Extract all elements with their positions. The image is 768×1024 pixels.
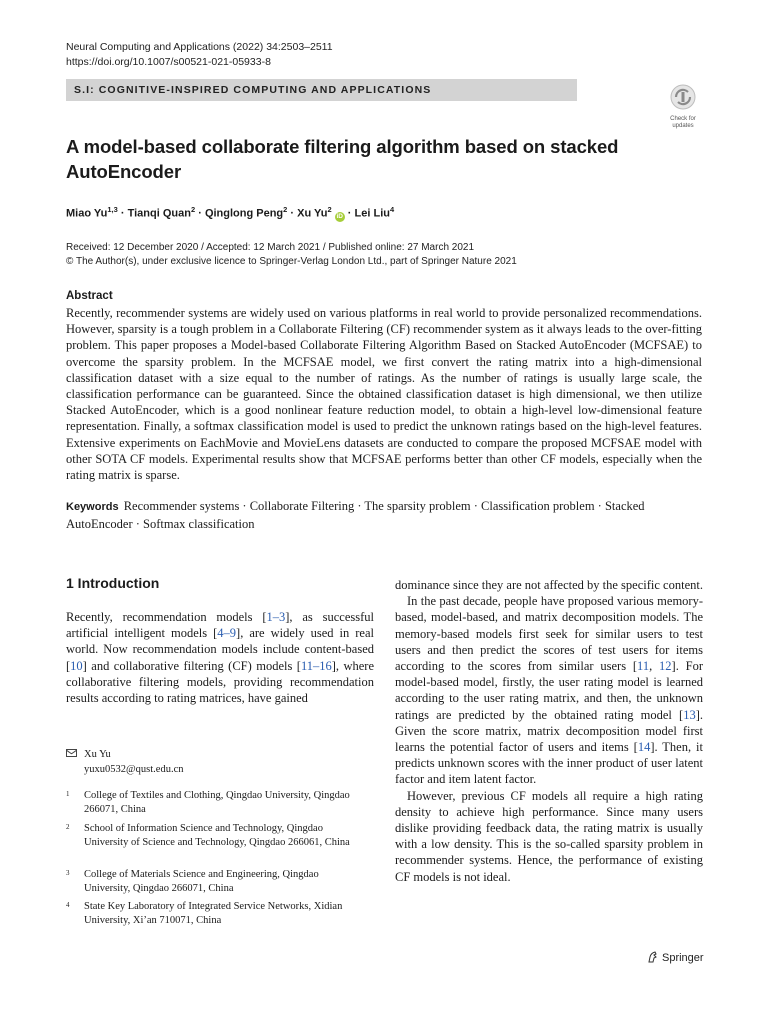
keywords-label: Keywords xyxy=(66,501,119,513)
corresponding-author: Xu Yu xyxy=(84,749,111,760)
author-name[interactable]: Miao Yu xyxy=(66,207,108,220)
affiliation-item xyxy=(66,868,356,896)
affiliation-text: College of Materials Science and Engineering, Qingdao University, Qingdao 266071, China xyxy=(84,869,319,894)
citation-link[interactable]: 1–3 xyxy=(266,610,286,624)
right-column xyxy=(395,577,703,885)
dates-line: Received: 12 December 2020 / Accepted: 12 March 2021 / Published online: 27 March 2021 xyxy=(66,242,475,253)
check-for-updates-badge[interactable] xyxy=(664,84,702,129)
affiliation-item xyxy=(66,822,356,850)
citation-link[interactable]: 14 xyxy=(637,740,651,755)
check-for-updates-icon xyxy=(670,84,696,110)
author-list xyxy=(66,201,394,223)
paragraph: dominance since they are not affected by the specific content. xyxy=(395,578,703,592)
intro-paragraph: Recently, recommendation models [1–3], as successful artificial intelligent models [4–9], are widely used in real world. Now recommendation models include content-based [10] and collaborative filtering (CF) models [11–16], where collaborative filtering models, providing recommendation results according to rating matrices, have gained xyxy=(66,610,375,706)
envelope-icon xyxy=(66,749,77,757)
keywords-list: Recommender systems · Collaborate Filtering · The sparsity problem · Classification problem · Stacked AutoEncoder · Softmax classification xyxy=(66,499,645,531)
citation-link[interactable]: 11–16 xyxy=(300,658,332,673)
publication-dates xyxy=(66,241,517,269)
affiliation-text: College of Textiles and Clothing, Qingdao University, Qingdao 266071, China xyxy=(84,790,350,815)
author-name[interactable]: Xu Yu xyxy=(297,207,328,220)
citation-link[interactable]: 12 xyxy=(659,659,672,674)
citation-link[interactable]: 13 xyxy=(683,707,696,722)
citation-link[interactable]: 10 xyxy=(70,658,83,673)
affiliation-item xyxy=(66,789,356,817)
publisher-name: Springer xyxy=(662,952,704,964)
author-separator: · xyxy=(120,207,125,220)
affiliation-number: 3 xyxy=(66,869,70,877)
keywords xyxy=(66,498,702,533)
author-affil: 2 xyxy=(327,205,332,214)
section-title: 1 Introduction xyxy=(66,575,160,591)
journal-citation: Neural Computing and Applications (2022) 34:2503–2511 xyxy=(66,41,333,53)
doi-link[interactable]: https://doi.org/10.1007/s00521-021-05933-8 xyxy=(66,56,271,68)
author-separator: · xyxy=(290,207,295,220)
citation-link[interactable]: 11 xyxy=(637,659,650,674)
paragraph: However, previous CF models all require a high rating density to achieve high performance. Since many users dislike providing feedback data, the rating matrix is usually with a low density. This is the so-called sparsity problem in recommender systems. Hence, the performance of existing CF models is not ideal. xyxy=(395,788,703,884)
affiliation-item xyxy=(66,900,356,928)
affiliation-text: State Key Laboratory of Integrated Service Networks, Xidian University, Xi’an 710071, China xyxy=(84,901,343,926)
abstract-heading: Abstract xyxy=(66,290,113,302)
correspondence xyxy=(66,747,184,777)
springer-logo xyxy=(647,951,704,964)
affiliation-number: 2 xyxy=(66,823,70,831)
author-name[interactable]: Lei Liu xyxy=(354,207,390,220)
author-name[interactable]: Tianqi Quan xyxy=(127,207,191,220)
springer-horse-icon xyxy=(647,951,659,963)
journal-header xyxy=(66,40,333,70)
affiliation-number: 1 xyxy=(66,790,70,798)
affiliation-text: School of Information Science and Technology, Qingdao University of Science and Technology, Qingdao 266061, China xyxy=(84,823,350,848)
check-badge-line2: updates xyxy=(672,123,694,129)
corresponding-email[interactable]: yuxu0532@qust.edu.cn xyxy=(84,764,184,775)
author-affil: 2 xyxy=(190,205,196,214)
orcid-icon[interactable]: iD xyxy=(336,212,343,220)
author-affil: 2 xyxy=(283,205,288,214)
author-name[interactable]: Qinglong Peng xyxy=(204,207,284,220)
paragraph: In the past decade, people have proposed various memory-based, model-based, and matrix decomposition models. The memory-based models first seek for similar users to test users and then predict the scores of test users for items according to the scores from similar users [11, 12]. For model-based model, firstly, the user rating model is learned according to the user rating matrix, and then, the unknown ratings are predicted by the obtained rating model [13]. Given the score matrix, matrix decomposition model first learns the potential factor of users and items [14]. Then, it predicts unknown scores with the inner product of user latent factor and item latent factor. xyxy=(395,594,703,787)
author-separator: · xyxy=(198,207,202,220)
citation-link[interactable]: 4–9 xyxy=(217,626,237,641)
special-issue-banner: S.I: COGNITIVE-INSPIRED COMPUTING AND APPLICATIONS xyxy=(66,79,577,101)
check-badge-line1: Check for xyxy=(670,116,696,122)
author-separator: · xyxy=(347,207,352,220)
author-affil: 4 xyxy=(389,205,395,214)
abstract-text: Recently, recommender systems are widely used on various platforms in real world to provide personalized recommendations. However, sparsity is a tough problem in a Collaborate Filtering (CF) recommender system as it always leads to the over-fitting problem. This paper proposes a Model-based Collaborate Filtering Algorithm Based on Stacked AutoEncoder (MCFSAE) to overcome the sparsity problem. In the MCFSAE model, we first convert the rating matrix into a high-dimensional classification dataset with a size equal to the number of ratings. As the number of ratings is usually large scale, the classification performance can be guaranteed. Since the obtained classification dataset is high dimensional, we then utilize Stacked AutoEncoder, which is a good nonlinear feature reduction model, to obtain a high-level low-dimensional feature representation. Finally, a softmax classification model is used to predict the unknown ratings based on the high-level features. Extensive experiments on EachMovie and MovieLens datasets are conducted to compare the proposed MCFSAE model with other SOTA CF models. Experimental results show that MCFSAE performs better than other CF models, especially when the rating matrix is sparse. xyxy=(66,306,702,483)
author-affil: 1,3 xyxy=(107,205,118,214)
copyright-line: © The Author(s), under exclusive licence to Springer-Verlag London Ltd., part of Springer Nature 2021 xyxy=(66,256,517,267)
paper-title: A model-based collaborate filtering algorithm based on stacked AutoEncoder xyxy=(66,136,619,182)
affiliation-number: 4 xyxy=(66,901,70,909)
left-column xyxy=(66,609,374,706)
